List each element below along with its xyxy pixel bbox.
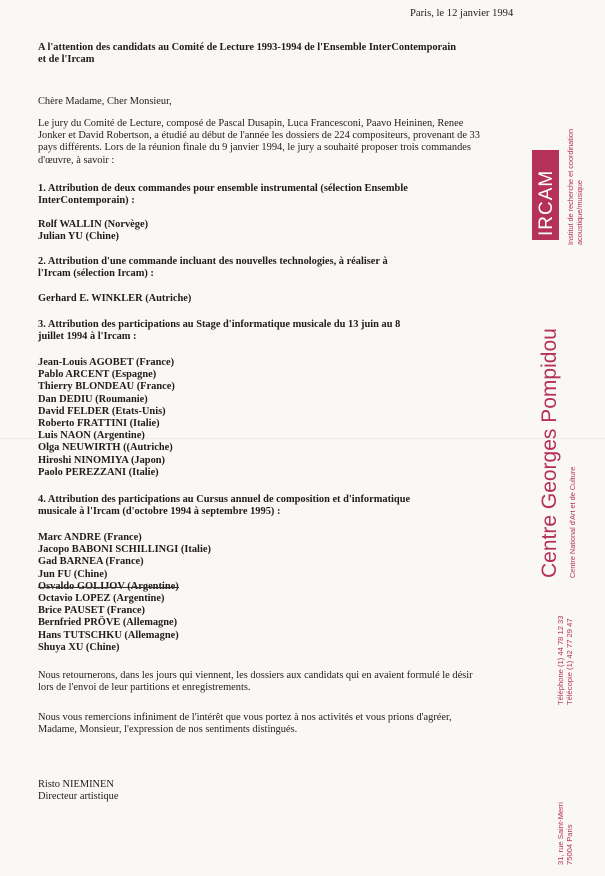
closing-line: Nous vous remercions infiniment de l'intérêt que vous portez à nos activités et vous prions d'agréer, [38, 712, 452, 723]
closing-line: Madame, Monsieur, l'expression de nos sentiments distingués. [38, 724, 298, 736]
list-item: Hans TUTSCHKU (Allemagne) [38, 629, 179, 641]
section-2-line-2: l'Ircam (sélection Ircam) : [38, 268, 154, 280]
list-item: David FELDER (Etats-Unis) [38, 405, 166, 417]
section-3-line-1: 3. Attribution des participations au Stage d'informatique musicale du 13 juin au 8 [38, 319, 401, 330]
list-item: Octavio LOPEZ (Argentine) [38, 592, 165, 604]
attention-line [38, 42, 456, 66]
signatory-name: Risto NIEMINEN [38, 779, 114, 790]
list-item: Roberto FRATTINI (Italie) [38, 417, 160, 429]
list-item: Bernfried PRÖVE (Allemagne) [38, 617, 178, 629]
section-4-line-2: musicale à l'Ircam (d'octobre 1994 à septembre 1995) : [38, 506, 281, 518]
letter-date: Paris, le 12 janvier 1994 [410, 8, 514, 19]
section-3-line-2: juillet 1994 à l'Ircam : [38, 331, 137, 343]
list-item: Luis NAON (Argentine) [38, 430, 145, 442]
list-item: Hiroshi NINOMIYA (Japon) [38, 454, 166, 466]
show-through [345, 210, 347, 220]
ircam-subtitle [566, 129, 584, 245]
attention-line-2: et de l'Ircam [38, 54, 95, 66]
ircam-subtitle-line: acoustique/musique [575, 180, 584, 245]
section-4-heading [38, 494, 410, 518]
list-item: Rolf WALLIN (Norvège) [38, 219, 149, 230]
intro-line: Le jury du Comité de Lecture, composé de Pascal Dusapin, Luca Francesconi, Paavo Heininen, Renee [38, 118, 464, 129]
attention-line-1: A l'attention des candidats au Comité de Lecture 1993-1994 de l'Ensemble InterContemporain [38, 42, 457, 53]
section-2-names [38, 293, 191, 305]
ircam-subtitle-line: Institut de recherche et coordination [566, 128, 575, 245]
list-item: Shuya XU (Chine) [38, 641, 120, 653]
closing-line: lors de l'envoi de leur partitions et enregistrements. [38, 682, 251, 694]
section-1-line-1: 1. Attribution de deux commandes pour ensemble instrumental (sélection Ensemble [38, 183, 408, 194]
signatory-title: Directeur artistique [38, 791, 119, 803]
list-item: Jacopo BABONI SCHILLINGI (Italie) [38, 544, 211, 556]
section-1-names [38, 219, 148, 243]
closing-paragraph-2 [38, 712, 452, 736]
section-4-line-1: 4. Attribution des participations au Cursus annuel de composition et d'informatique [38, 494, 411, 505]
list-item: Brice PAUSET (France) [38, 605, 145, 617]
section-1-heading [38, 183, 408, 207]
list-item: Julian YU (Chine) [38, 231, 120, 243]
closing-paragraph-1 [38, 670, 473, 694]
phone-block [556, 615, 574, 705]
telephone: Téléphone (1) 44 78 12 33 [556, 615, 565, 705]
section-2-heading [38, 256, 388, 280]
list-item: Marc ANDRE (France) [38, 532, 142, 543]
list-item: Paolo PEREZZANI (Italie) [38, 466, 159, 478]
list-item: Dan DEDIU (Roumanie) [38, 393, 148, 405]
list-item: Gad BARNEA (France) [38, 556, 144, 568]
intro-line: pays différents. Lors de la réunion finale du 9 janvier 1994, le jury a souhaité proposer trois commandes [38, 142, 471, 154]
list-item: Olga NEUWIRTH ((Autriche) [38, 442, 173, 454]
intro-paragraph [38, 118, 480, 167]
list-item: Pablo ARCENT (Espagne) [38, 369, 157, 381]
section-3-names [38, 357, 175, 479]
section-3-heading [38, 319, 400, 343]
section-4-names [38, 532, 211, 654]
section-2-line-1: 2. Attribution d'une commande incluant des nouvelles technologies, à réaliser à [38, 256, 388, 267]
section-1-line-2: InterContemporain) : [38, 195, 135, 207]
intro-line: d'œuvre, à savoir : [38, 154, 115, 166]
list-item: Jean-Louis AGOBET (France) [38, 357, 175, 368]
list-item: Thierry BLONDEAU (France) [38, 381, 175, 393]
struck-name: Osvaldo GOLIJOV (Argentine) [38, 580, 179, 592]
list-item [38, 581, 211, 593]
street-address: 31, rue Saint-Merri [556, 802, 565, 865]
fax: Télécopie (1) 42 77 29 47 [565, 618, 574, 705]
list-item: Gerhard E. WINKLER (Autriche) [38, 293, 192, 304]
address-block [556, 802, 574, 865]
list-item: Jun FU (Chine) [38, 568, 108, 580]
ircam-logo: IRCAM [536, 169, 557, 236]
centre-pompidou-logo: Centre Georges Pompidou [538, 328, 561, 578]
centre-national-subtitle: Centre National d'Art et de Culture [568, 466, 577, 578]
signature-block [38, 779, 119, 803]
greeting: Chère Madame, Cher Monsieur, [38, 96, 172, 107]
intro-line: Jonker et David Robertson, a étudié au début de l'année les dossiers de 224 compositeurs, provenant de 33 [38, 130, 480, 142]
city-address: 75004 Paris [565, 824, 574, 865]
closing-line: Nous retournerons, dans les jours qui viennent, les dossiers aux candidats qui en avaient formulé le désir [38, 670, 473, 681]
